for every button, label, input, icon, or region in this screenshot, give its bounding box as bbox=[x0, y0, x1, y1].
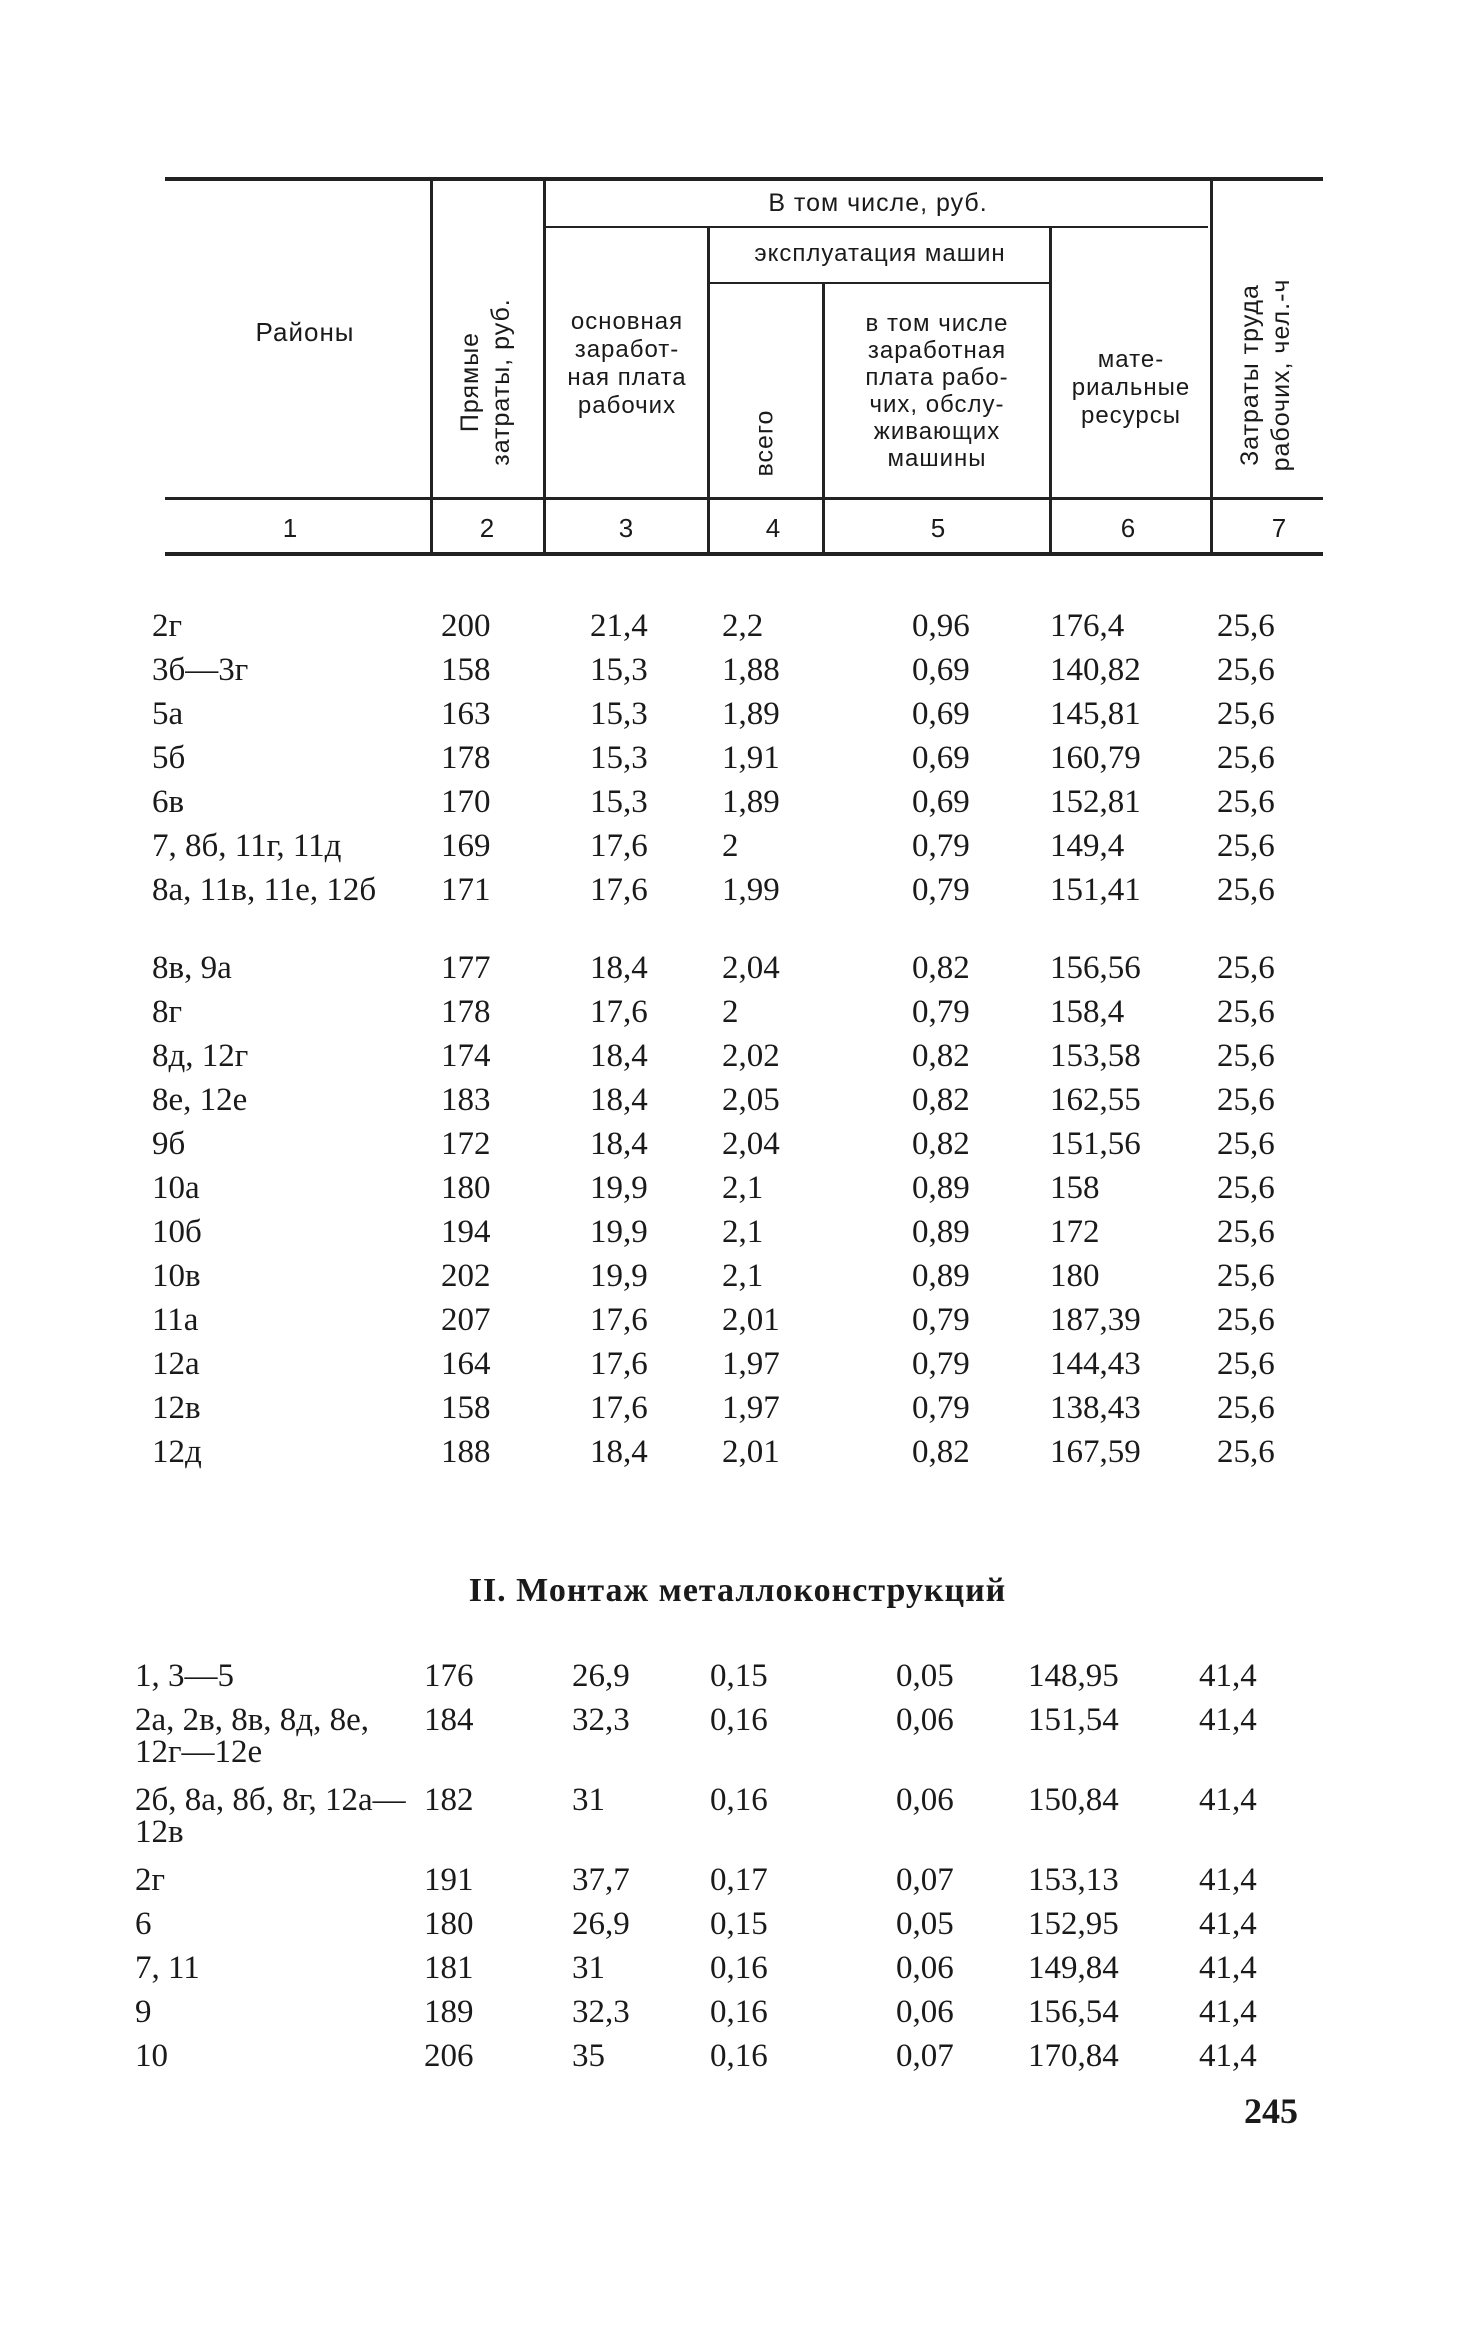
table-row bbox=[0, 1996, 1475, 2040]
header-labor: Затраты труда рабочих, чел.-ч bbox=[1236, 278, 1295, 472]
value-cell: 194 bbox=[441, 1214, 491, 1250]
value-cell: 151,56 bbox=[1050, 1126, 1141, 1162]
table-row bbox=[0, 1952, 1475, 1996]
value-cell: 0,89 bbox=[912, 1170, 970, 1206]
value-cell: 187,39 bbox=[1050, 1302, 1141, 1338]
value-cell: 17,6 bbox=[590, 1302, 648, 1338]
value-cell: 164 bbox=[441, 1346, 491, 1382]
value-cell: 0,06 bbox=[896, 1702, 954, 1738]
value-cell: 17,6 bbox=[590, 1346, 648, 1382]
value-cell: 0,16 bbox=[710, 1994, 768, 2030]
value-cell: 0,79 bbox=[912, 872, 970, 908]
value-cell: 206 bbox=[424, 2038, 474, 2074]
region-cell: 8в, 9а bbox=[152, 950, 232, 986]
table-row bbox=[0, 1128, 1475, 1172]
value-cell: 32,3 bbox=[572, 1994, 630, 2030]
value-cell: 2,01 bbox=[722, 1434, 780, 1470]
value-cell: 41,4 bbox=[1199, 1906, 1257, 1942]
value-cell: 178 bbox=[441, 994, 491, 1030]
value-cell: 41,4 bbox=[1199, 1950, 1257, 1986]
table-row bbox=[0, 1304, 1475, 1348]
value-cell: 156,56 bbox=[1050, 950, 1141, 986]
value-cell: 184 bbox=[424, 1702, 474, 1738]
value-cell: 18,4 bbox=[590, 1126, 648, 1162]
value-cell: 0,79 bbox=[912, 1302, 970, 1338]
value-cell: 25,6 bbox=[1217, 1126, 1275, 1162]
header-machine-operation: эксплуатация машин bbox=[754, 240, 1006, 267]
value-cell: 158,4 bbox=[1050, 994, 1125, 1030]
value-cell: 25,6 bbox=[1217, 1038, 1275, 1074]
value-cell: 0,07 bbox=[896, 2038, 954, 2074]
page-number: 245 bbox=[1244, 2091, 1298, 2131]
region-cell: 12а bbox=[152, 1346, 200, 1382]
value-cell: 18,4 bbox=[590, 950, 648, 986]
value-cell: 1,97 bbox=[722, 1346, 780, 1382]
value-cell: 162,55 bbox=[1050, 1082, 1141, 1118]
value-cell: 32,3 bbox=[572, 1702, 630, 1738]
region-cell: 12в bbox=[152, 1390, 201, 1426]
table-row bbox=[0, 610, 1475, 654]
value-cell: 17,6 bbox=[590, 872, 648, 908]
value-cell: 152,81 bbox=[1050, 784, 1141, 820]
value-cell: 2,1 bbox=[722, 1258, 764, 1294]
region-cell: 10б bbox=[152, 1214, 202, 1250]
value-cell: 25,6 bbox=[1217, 1082, 1275, 1118]
table-row bbox=[0, 1436, 1475, 1480]
value-cell: 0,82 bbox=[912, 1038, 970, 1074]
value-cell: 0,16 bbox=[710, 1782, 768, 1818]
col-number: 4 bbox=[765, 513, 781, 543]
region-cell: 2б, 8а, 8б, 8г, 12а—12в bbox=[135, 1782, 406, 1850]
table-row bbox=[0, 874, 1475, 952]
header-machine-wage: в том числе заработная плата рабо- чих, обслу- живающих машины bbox=[865, 310, 1009, 472]
table-row bbox=[0, 1348, 1475, 1392]
header-including: В том числе, руб. bbox=[768, 189, 988, 217]
value-cell: 0,16 bbox=[710, 1950, 768, 1986]
region-cell: 9б bbox=[152, 1126, 186, 1162]
value-cell: 2,1 bbox=[722, 1170, 764, 1206]
value-cell: 140,82 bbox=[1050, 652, 1141, 688]
value-cell: 2,04 bbox=[722, 950, 780, 986]
value-cell: 170 bbox=[441, 784, 491, 820]
region-cell: 3б—3г bbox=[152, 652, 249, 688]
region-cell: 1, 3—5 bbox=[135, 1658, 234, 1694]
value-cell: 25,6 bbox=[1217, 872, 1275, 908]
value-cell: 2,05 bbox=[722, 1082, 780, 1118]
value-cell: 171 bbox=[441, 872, 491, 908]
value-cell: 174 bbox=[441, 1038, 491, 1074]
value-cell: 17,6 bbox=[590, 828, 648, 864]
value-cell: 158 bbox=[441, 1390, 491, 1426]
value-cell: 25,6 bbox=[1217, 696, 1275, 732]
value-cell: 41,4 bbox=[1199, 1994, 1257, 2030]
table-row bbox=[0, 1864, 1475, 1908]
region-cell: 11а bbox=[152, 1302, 199, 1338]
value-cell: 0,79 bbox=[912, 1390, 970, 1426]
region-cell: 8г bbox=[152, 994, 183, 1030]
value-cell: 0,17 bbox=[710, 1862, 768, 1898]
table-row bbox=[0, 1660, 1475, 1704]
value-cell: 0,06 bbox=[896, 1782, 954, 1818]
value-cell: 2 bbox=[722, 994, 739, 1030]
value-cell: 145,81 bbox=[1050, 696, 1141, 732]
value-cell: 25,6 bbox=[1217, 994, 1275, 1030]
value-cell: 170,84 bbox=[1028, 2038, 1119, 2074]
header-materials: мате- риальные ресурсы bbox=[1071, 346, 1191, 429]
table-row bbox=[0, 1908, 1475, 1952]
value-cell: 25,6 bbox=[1217, 828, 1275, 864]
value-cell: 15,3 bbox=[590, 652, 648, 688]
table-row bbox=[0, 2040, 1475, 2084]
value-cell: 181 bbox=[424, 1950, 474, 1986]
col-number: 5 bbox=[930, 513, 946, 543]
section-title: II. Монтаж металлоконструкций bbox=[468, 1572, 1007, 1609]
value-cell: 0,07 bbox=[896, 1862, 954, 1898]
table-row bbox=[0, 786, 1475, 830]
table-header bbox=[0, 0, 1475, 570]
value-cell: 0,82 bbox=[912, 1082, 970, 1118]
table-row bbox=[0, 1784, 1475, 1864]
value-cell: 151,41 bbox=[1050, 872, 1141, 908]
value-cell: 25,6 bbox=[1217, 740, 1275, 776]
value-cell: 1,97 bbox=[722, 1390, 780, 1426]
value-cell: 25,6 bbox=[1217, 1214, 1275, 1250]
value-cell: 0,06 bbox=[896, 1950, 954, 1986]
region-cell: 8е, 12е bbox=[152, 1082, 248, 1118]
value-cell: 158 bbox=[1050, 1170, 1100, 1206]
value-cell: 189 bbox=[424, 1994, 474, 2030]
value-cell: 25,6 bbox=[1217, 1434, 1275, 1470]
table-body-section-1 bbox=[0, 610, 1475, 1480]
region-cell: 6в bbox=[152, 784, 185, 820]
value-cell: 0,89 bbox=[912, 1258, 970, 1294]
value-cell: 172 bbox=[1050, 1214, 1100, 1250]
value-cell: 0,69 bbox=[912, 652, 970, 688]
value-cell: 2,1 bbox=[722, 1214, 764, 1250]
value-cell: 25,6 bbox=[1217, 784, 1275, 820]
value-cell: 151,54 bbox=[1028, 1702, 1119, 1738]
value-cell: 163 bbox=[441, 696, 491, 732]
value-cell: 180 bbox=[424, 1906, 474, 1942]
value-cell: 150,84 bbox=[1028, 1782, 1119, 1818]
value-cell: 152,95 bbox=[1028, 1906, 1119, 1942]
value-cell: 17,6 bbox=[590, 1390, 648, 1426]
value-cell: 2,02 bbox=[722, 1038, 780, 1074]
table-row bbox=[0, 654, 1475, 698]
table-row bbox=[0, 1084, 1475, 1128]
value-cell: 0,82 bbox=[912, 1126, 970, 1162]
value-cell: 2 bbox=[722, 828, 739, 864]
value-cell: 0,79 bbox=[912, 1346, 970, 1382]
value-cell: 0,69 bbox=[912, 740, 970, 776]
region-cell: 2г bbox=[152, 608, 183, 644]
col-number: 7 bbox=[1271, 513, 1287, 543]
region-cell: 7, 8б, 11г, 11д bbox=[152, 828, 342, 864]
region-cell: 12д bbox=[152, 1434, 202, 1470]
value-cell: 0,15 bbox=[710, 1906, 768, 1942]
region-cell: 8а, 11в, 11е, 12б bbox=[152, 872, 377, 908]
value-cell: 25,6 bbox=[1217, 652, 1275, 688]
value-cell: 15,3 bbox=[590, 784, 648, 820]
value-cell: 18,4 bbox=[590, 1434, 648, 1470]
value-cell: 180 bbox=[441, 1170, 491, 1206]
value-cell: 0,96 bbox=[912, 608, 970, 644]
value-cell: 0,69 bbox=[912, 696, 970, 732]
table-row bbox=[0, 952, 1475, 996]
value-cell: 0,79 bbox=[912, 994, 970, 1030]
value-cell: 0,82 bbox=[912, 1434, 970, 1470]
value-cell: 18,4 bbox=[590, 1038, 648, 1074]
value-cell: 15,3 bbox=[590, 696, 648, 732]
value-cell: 41,4 bbox=[1199, 1702, 1257, 1738]
table-row bbox=[0, 1172, 1475, 1216]
value-cell: 41,4 bbox=[1199, 1658, 1257, 1694]
value-cell: 0,82 bbox=[912, 950, 970, 986]
value-cell: 21,4 bbox=[590, 608, 648, 644]
value-cell: 31 bbox=[572, 1950, 605, 1986]
value-cell: 0,89 bbox=[912, 1214, 970, 1250]
region-cell: 10в bbox=[152, 1258, 201, 1294]
value-cell: 41,4 bbox=[1199, 2038, 1257, 2074]
value-cell: 178 bbox=[441, 740, 491, 776]
value-cell: 180 bbox=[1050, 1258, 1100, 1294]
value-cell: 172 bbox=[441, 1126, 491, 1162]
value-cell: 2,04 bbox=[722, 1126, 780, 1162]
value-cell: 169 bbox=[441, 828, 491, 864]
value-cell: 26,9 bbox=[572, 1906, 630, 1942]
value-cell: 0,16 bbox=[710, 2038, 768, 2074]
value-cell: 0,79 bbox=[912, 828, 970, 864]
table-row bbox=[0, 1260, 1475, 1304]
table-row bbox=[0, 698, 1475, 742]
value-cell: 207 bbox=[441, 1302, 491, 1338]
value-cell: 144,43 bbox=[1050, 1346, 1141, 1382]
value-cell: 167,59 bbox=[1050, 1434, 1141, 1470]
value-cell: 2,2 bbox=[722, 608, 764, 644]
region-cell: 5а bbox=[152, 696, 184, 732]
value-cell: 188 bbox=[441, 1434, 491, 1470]
value-cell: 160,79 bbox=[1050, 740, 1141, 776]
value-cell: 25,6 bbox=[1217, 950, 1275, 986]
header-regions: Районы bbox=[255, 317, 355, 347]
value-cell: 200 bbox=[441, 608, 491, 644]
col-number: 1 bbox=[282, 513, 298, 543]
value-cell: 1,89 bbox=[722, 696, 780, 732]
region-cell: 10 bbox=[135, 2038, 168, 2074]
value-cell: 191 bbox=[424, 1862, 474, 1898]
value-cell: 31 bbox=[572, 1782, 605, 1818]
value-cell: 149,4 bbox=[1050, 828, 1125, 864]
table-row bbox=[0, 1392, 1475, 1436]
value-cell: 17,6 bbox=[590, 994, 648, 1030]
value-cell: 177 bbox=[441, 950, 491, 986]
value-cell: 0,05 bbox=[896, 1658, 954, 1694]
value-cell: 0,16 bbox=[710, 1702, 768, 1738]
value-cell: 18,4 bbox=[590, 1082, 648, 1118]
value-cell: 0,05 bbox=[896, 1906, 954, 1942]
value-cell: 15,3 bbox=[590, 740, 648, 776]
value-cell: 35 bbox=[572, 2038, 605, 2074]
value-cell: 25,6 bbox=[1217, 608, 1275, 644]
region-cell: 7, 11 bbox=[135, 1950, 200, 1986]
value-cell: 1,88 bbox=[722, 652, 780, 688]
value-cell: 19,9 bbox=[590, 1170, 648, 1206]
value-cell: 41,4 bbox=[1199, 1862, 1257, 1898]
region-cell: 8д, 12г bbox=[152, 1038, 249, 1074]
value-cell: 2,01 bbox=[722, 1302, 780, 1338]
value-cell: 25,6 bbox=[1217, 1258, 1275, 1294]
value-cell: 153,13 bbox=[1028, 1862, 1119, 1898]
value-cell: 25,6 bbox=[1217, 1170, 1275, 1206]
value-cell: 26,9 bbox=[572, 1658, 630, 1694]
value-cell: 41,4 bbox=[1199, 1782, 1257, 1818]
col-number: 6 bbox=[1120, 513, 1136, 543]
region-cell: 2г bbox=[135, 1862, 166, 1898]
region-cell: 5б bbox=[152, 740, 186, 776]
value-cell: 138,43 bbox=[1050, 1390, 1141, 1426]
table-row bbox=[0, 1216, 1475, 1260]
region-cell: 6 bbox=[135, 1906, 152, 1942]
value-cell: 37,7 bbox=[572, 1862, 630, 1898]
region-cell: 9 bbox=[135, 1994, 152, 2030]
table-row bbox=[0, 742, 1475, 786]
value-cell: 19,9 bbox=[590, 1214, 648, 1250]
col-number: 2 bbox=[479, 513, 495, 543]
value-cell: 19,9 bbox=[590, 1258, 648, 1294]
table-row bbox=[0, 1040, 1475, 1084]
region-cell: 2а, 2в, 8в, 8д, 8е, 12г—12е bbox=[135, 1702, 369, 1770]
region-cell: 10а bbox=[152, 1170, 200, 1206]
value-cell: 1,91 bbox=[722, 740, 780, 776]
table-row bbox=[0, 1704, 1475, 1784]
value-cell: 148,95 bbox=[1028, 1658, 1119, 1694]
value-cell: 0,69 bbox=[912, 784, 970, 820]
table-row bbox=[0, 996, 1475, 1040]
value-cell: 0,06 bbox=[896, 1994, 954, 2030]
value-cell: 158 bbox=[441, 652, 491, 688]
value-cell: 149,84 bbox=[1028, 1950, 1119, 1986]
value-cell: 25,6 bbox=[1217, 1346, 1275, 1382]
header-basic-wage: основная заработ- ная плата рабочих bbox=[567, 308, 687, 419]
value-cell: 1,99 bbox=[722, 872, 780, 908]
table-body-section-2 bbox=[0, 1660, 1475, 2084]
table-row bbox=[0, 830, 1475, 874]
col-number: 3 bbox=[618, 513, 634, 543]
value-cell: 0,15 bbox=[710, 1658, 768, 1694]
value-cell: 202 bbox=[441, 1258, 491, 1294]
value-cell: 25,6 bbox=[1217, 1302, 1275, 1338]
value-cell: 182 bbox=[424, 1782, 474, 1818]
value-cell: 153,58 bbox=[1050, 1038, 1141, 1074]
header-direct-costs: Прямые затраты, руб. bbox=[456, 298, 515, 466]
value-cell: 176,4 bbox=[1050, 608, 1125, 644]
header-total: всего bbox=[750, 409, 779, 477]
value-cell: 1,89 bbox=[722, 784, 780, 820]
value-cell: 183 bbox=[441, 1082, 491, 1118]
value-cell: 25,6 bbox=[1217, 1390, 1275, 1426]
value-cell: 176 bbox=[424, 1658, 474, 1694]
value-cell: 156,54 bbox=[1028, 1994, 1119, 2030]
